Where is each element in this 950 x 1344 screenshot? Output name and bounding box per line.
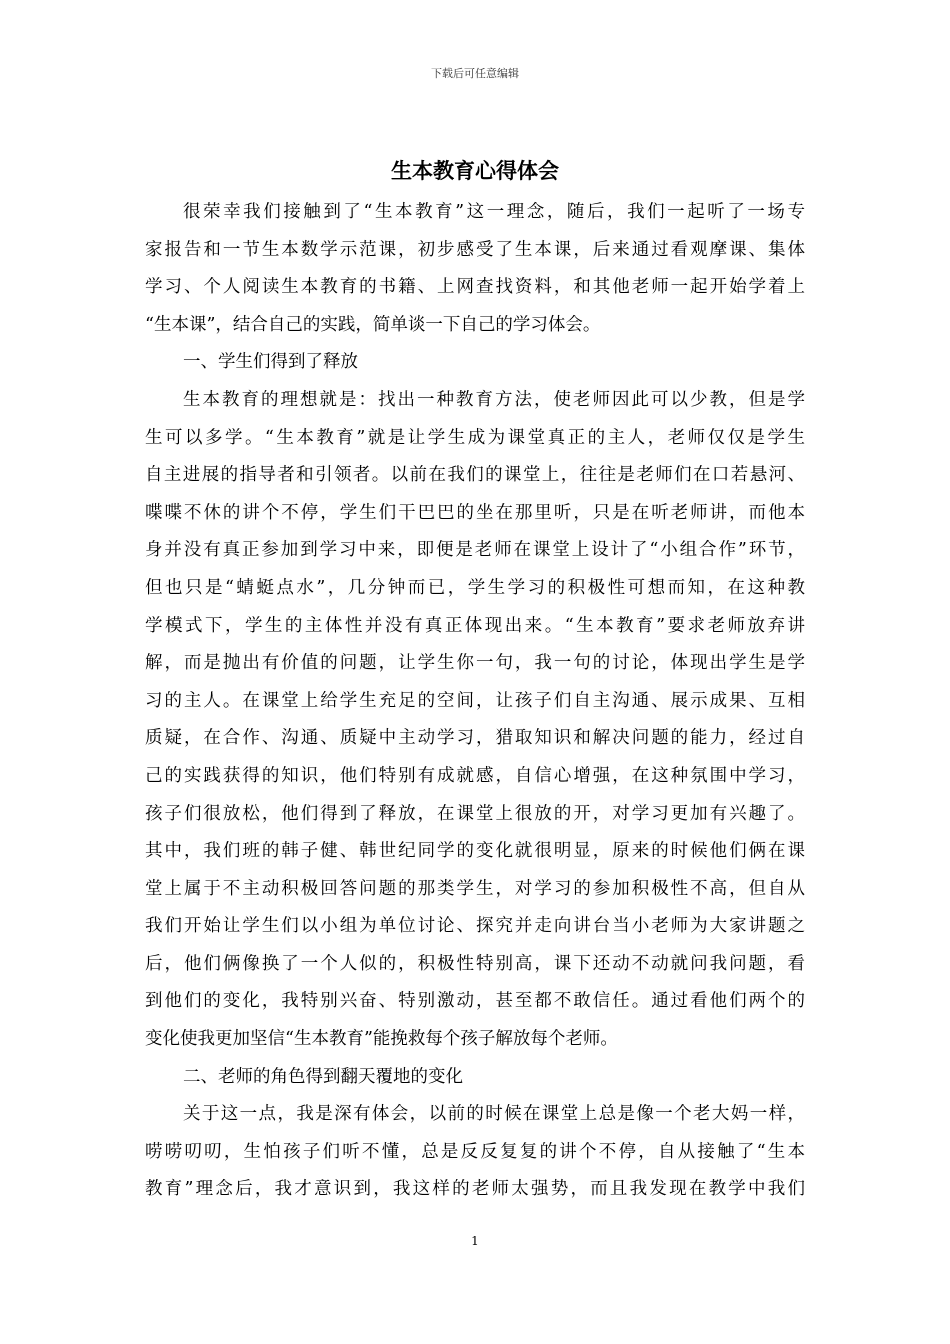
paragraph-line: 教育”理念后，我才意识到，我这样的老师太强势，而且我发现在教学中我们 xyxy=(145,1179,805,1200)
paragraph-line: 孩子们很放松，他们得到了释放，在课堂上很放的开，对学习更加有兴趣了。 xyxy=(145,803,805,824)
paragraph-line: 唠唠叨叨，生怕孩子们听不懂，总是反反复复的讲个不停，自从接触了“生本 xyxy=(145,1141,805,1162)
paragraph-line: 但也只是“蜻蜓点水”，几分钟而已，学生学习的积极性可想而知，在这种教 xyxy=(145,577,805,598)
section-heading: 一、学生们得到了释放 xyxy=(183,352,358,373)
paragraph-line: 质疑，在合作、沟通、质疑中主动学习，猎取知识和解决问题的能力，经过自 xyxy=(145,728,805,749)
paragraph-line: 堂上属于不主动积极回答问题的那类学生，对学习的参加积极性不高，但自从 xyxy=(145,878,805,899)
paragraph-line: 其中，我们班的韩子健、韩世纪同学的变化就很明显，原来的时候他们俩在课 xyxy=(145,841,805,862)
paragraph-line: 喋喋不休的讲个不停，学生们干巴巴的坐在那里听，只是在听老师讲，而他本 xyxy=(145,502,805,523)
document-title: 生本教育心得体会 xyxy=(391,158,559,183)
paragraph-line: 生本教育的理想就是：找出一种教育方法，使老师因此可以少教，但是学 xyxy=(183,389,805,410)
paragraph-line: 我们开始让学生们以小组为单位讨论、探究并走向讲台当小老师为大家讲题之 xyxy=(145,916,805,937)
paragraph-line: 生可以多学。“生本教育”就是让学生成为课堂真正的主人，老师仅仅是学生 xyxy=(145,427,805,448)
paragraph-line: 后，他们俩像换了一个人似的，积极性特别高，课下还动不动就问我问题，看 xyxy=(145,953,805,974)
paragraph-line: 身并没有真正参加到学习中来，即便是老师在课堂上设计了“小组合作”环节， xyxy=(145,540,805,561)
paragraph-line: 学习、个人阅读生本教育的书籍、上网查找资料，和其他老师一起开始学着上 xyxy=(145,277,805,298)
page-number: 1 xyxy=(471,1234,479,1248)
document-body xyxy=(145,194,805,1209)
paragraph-line: 关于这一点，我是深有体会，以前的时候在课堂上总是像一个老大妈一样， xyxy=(183,1104,805,1125)
paragraph-line: 变化使我更加坚信“生本教育”能挽救每个孩子解放每个老师。 xyxy=(145,1029,618,1050)
paragraph-line: 学模式下，学生的主体性并没有真正体现出来。“生本教育”要求老师放弃讲 xyxy=(145,615,805,636)
paragraph-line: 到他们的变化，我特别兴奋、特别激动，甚至都不敢信任。通过看他们两个的 xyxy=(145,991,805,1012)
paragraph-line: 很荣幸我们接触到了“生本教育”这一理念，随后，我们一起听了一场专 xyxy=(183,202,805,222)
page-header: 下载后可任意编辑 xyxy=(431,67,519,80)
paragraph-line: 解，而是抛出有价值的问题，让学生你一句，我一句的讨论，体现出学生是学 xyxy=(145,653,805,674)
section-heading: 二、老师的角色得到翻天覆地的变化 xyxy=(183,1066,463,1087)
paragraph-line: 家报告和一节生本数学示范课，初步感受了生本课，后来通过看观摩课、集体 xyxy=(145,239,805,260)
paragraph-line: 己的实践获得的知识，他们特别有成就感，自信心增强，在这种氛围中学习， xyxy=(145,765,805,786)
paragraph-line: 自主进展的指导者和引领者。以前在我们的课堂上，往往是老师们在口若悬河、 xyxy=(145,465,805,486)
paragraph-line: 习的主人。在课堂上给学生充足的空间，让孩子们自主沟通、展示成果、互相 xyxy=(145,690,805,711)
paragraph-line: “生本课”，结合自己的实践，简单谈一下自己的学习体会。 xyxy=(145,314,601,335)
